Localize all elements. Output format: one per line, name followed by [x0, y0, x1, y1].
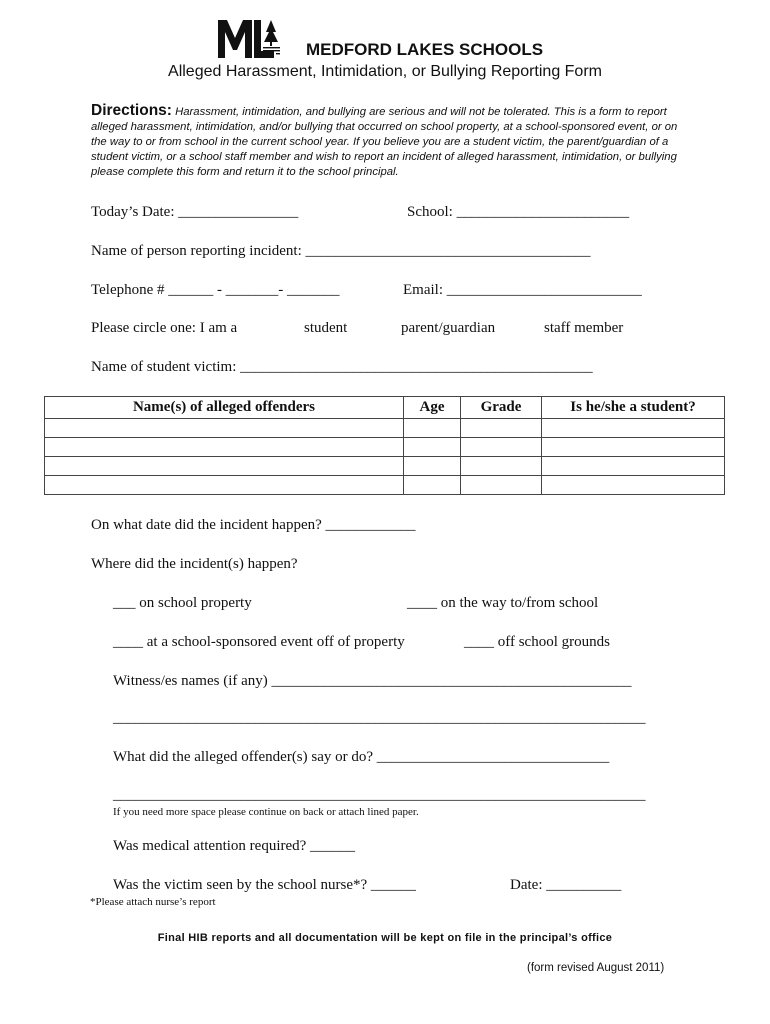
option-school-property[interactable]: ___ on school property — [113, 595, 252, 611]
table-row — [45, 476, 725, 495]
table-cell[interactable] — [45, 438, 404, 457]
col-is-student: Is he/she a student? — [542, 397, 725, 419]
table-cell[interactable] — [542, 419, 725, 438]
form-title: Alleged Harassment, Intimidation, or Bullying Reporting Form — [168, 63, 602, 80]
table-cell[interactable] — [404, 419, 461, 438]
victim-name-field[interactable]: Name of student victim: _______________________________________________ — [91, 359, 593, 375]
directions-text: Harassment, intimidation, and bullying are serious and will not be tolerated. This is a form to report alleged harassment, intimidation, and/or bullying that occurred on school property, at a school-sponsored event, or on the way to or from school in the current school year. If you believe you are a student victim, the parent/guardian of a student victim, or a school staff member and wish to report an incident of alleged harassment, intimidation, or bullying please complete this form and return it to the school principal. — [91, 106, 678, 178]
incident-date-field[interactable]: On what date did the incident happen? ____________ — [91, 517, 416, 533]
option-off-school-grounds[interactable]: ____ off school grounds — [464, 634, 610, 650]
circle-one-label: Please circle one: I am a — [91, 320, 238, 336]
where-question: Where did the incident(s) happen? — [91, 556, 298, 572]
table-cell[interactable] — [404, 476, 461, 495]
nurse-seen-field[interactable]: Was the victim seen by the school nurse*? ______ — [113, 877, 416, 893]
col-age: Age — [404, 397, 461, 419]
table-cell[interactable] — [461, 457, 542, 476]
option-sponsored-event[interactable]: ____ at a school-sponsored event off of property — [113, 634, 405, 650]
table-cell[interactable] — [45, 419, 404, 438]
revision-note: (form revised August 2011) — [527, 962, 665, 974]
table-cell[interactable] — [461, 476, 542, 495]
table-cell[interactable] — [45, 476, 404, 495]
table-cell[interactable] — [542, 457, 725, 476]
table-cell[interactable] — [404, 457, 461, 476]
nurse-report-note: *Please attach nurse’s report — [90, 896, 216, 908]
witnesses-field-line2[interactable]: _______________________________________________________________________ — [113, 710, 646, 726]
offender-actions-field-line2[interactable]: _______________________________________________________________________ — [113, 787, 646, 803]
col-grade: Grade — [461, 397, 542, 419]
table-row — [45, 438, 725, 457]
medford-lakes-logo — [218, 18, 298, 58]
table-cell[interactable] — [404, 438, 461, 457]
table-row — [45, 419, 725, 438]
telephone-field[interactable]: Telephone # ______ - _______- _______ — [91, 282, 340, 298]
medical-attention-field[interactable]: Was medical attention required? ______ — [113, 838, 356, 854]
table-cell[interactable] — [461, 438, 542, 457]
option-way-to-from-school[interactable]: ____ on the way to/from school — [407, 595, 599, 611]
table-cell[interactable] — [461, 419, 542, 438]
email-field[interactable]: Email: __________________________ — [403, 282, 642, 298]
directions-label: Directions: — [91, 102, 172, 119]
more-space-note: If you need more space please continue on back or attach lined paper. — [113, 806, 419, 818]
todays-date-field[interactable]: Today’s Date: ________________ — [91, 204, 299, 220]
table-header-row — [45, 397, 725, 419]
school-field[interactable]: School: _______________________ — [407, 204, 630, 220]
option-student[interactable]: student — [304, 320, 348, 336]
table-row — [45, 457, 725, 476]
col-offender-names: Name(s) of alleged offenders — [45, 397, 404, 419]
records-notice: Final HIB reports and all documentation will be kept on file in the principal’s office — [157, 932, 613, 944]
table-cell[interactable] — [45, 457, 404, 476]
witnesses-field[interactable]: Witness/es names (if any) ________________________________________________ — [113, 673, 632, 689]
reporter-name-field[interactable]: Name of person reporting incident: ______________________________________ — [91, 243, 591, 259]
offender-actions-field[interactable]: What did the alleged offender(s) say or do? _______________________________ — [113, 749, 610, 765]
offenders-table — [44, 396, 725, 495]
option-parent-guardian[interactable]: parent/guardian — [401, 320, 496, 336]
table-cell[interactable] — [542, 476, 725, 495]
directions-block — [91, 103, 691, 180]
school-name: MEDFORD LAKES SCHOOLS — [306, 40, 544, 59]
nurse-date-field[interactable]: Date: __________ — [510, 877, 622, 893]
option-staff-member[interactable]: staff member — [544, 320, 624, 336]
table-cell[interactable] — [542, 438, 725, 457]
